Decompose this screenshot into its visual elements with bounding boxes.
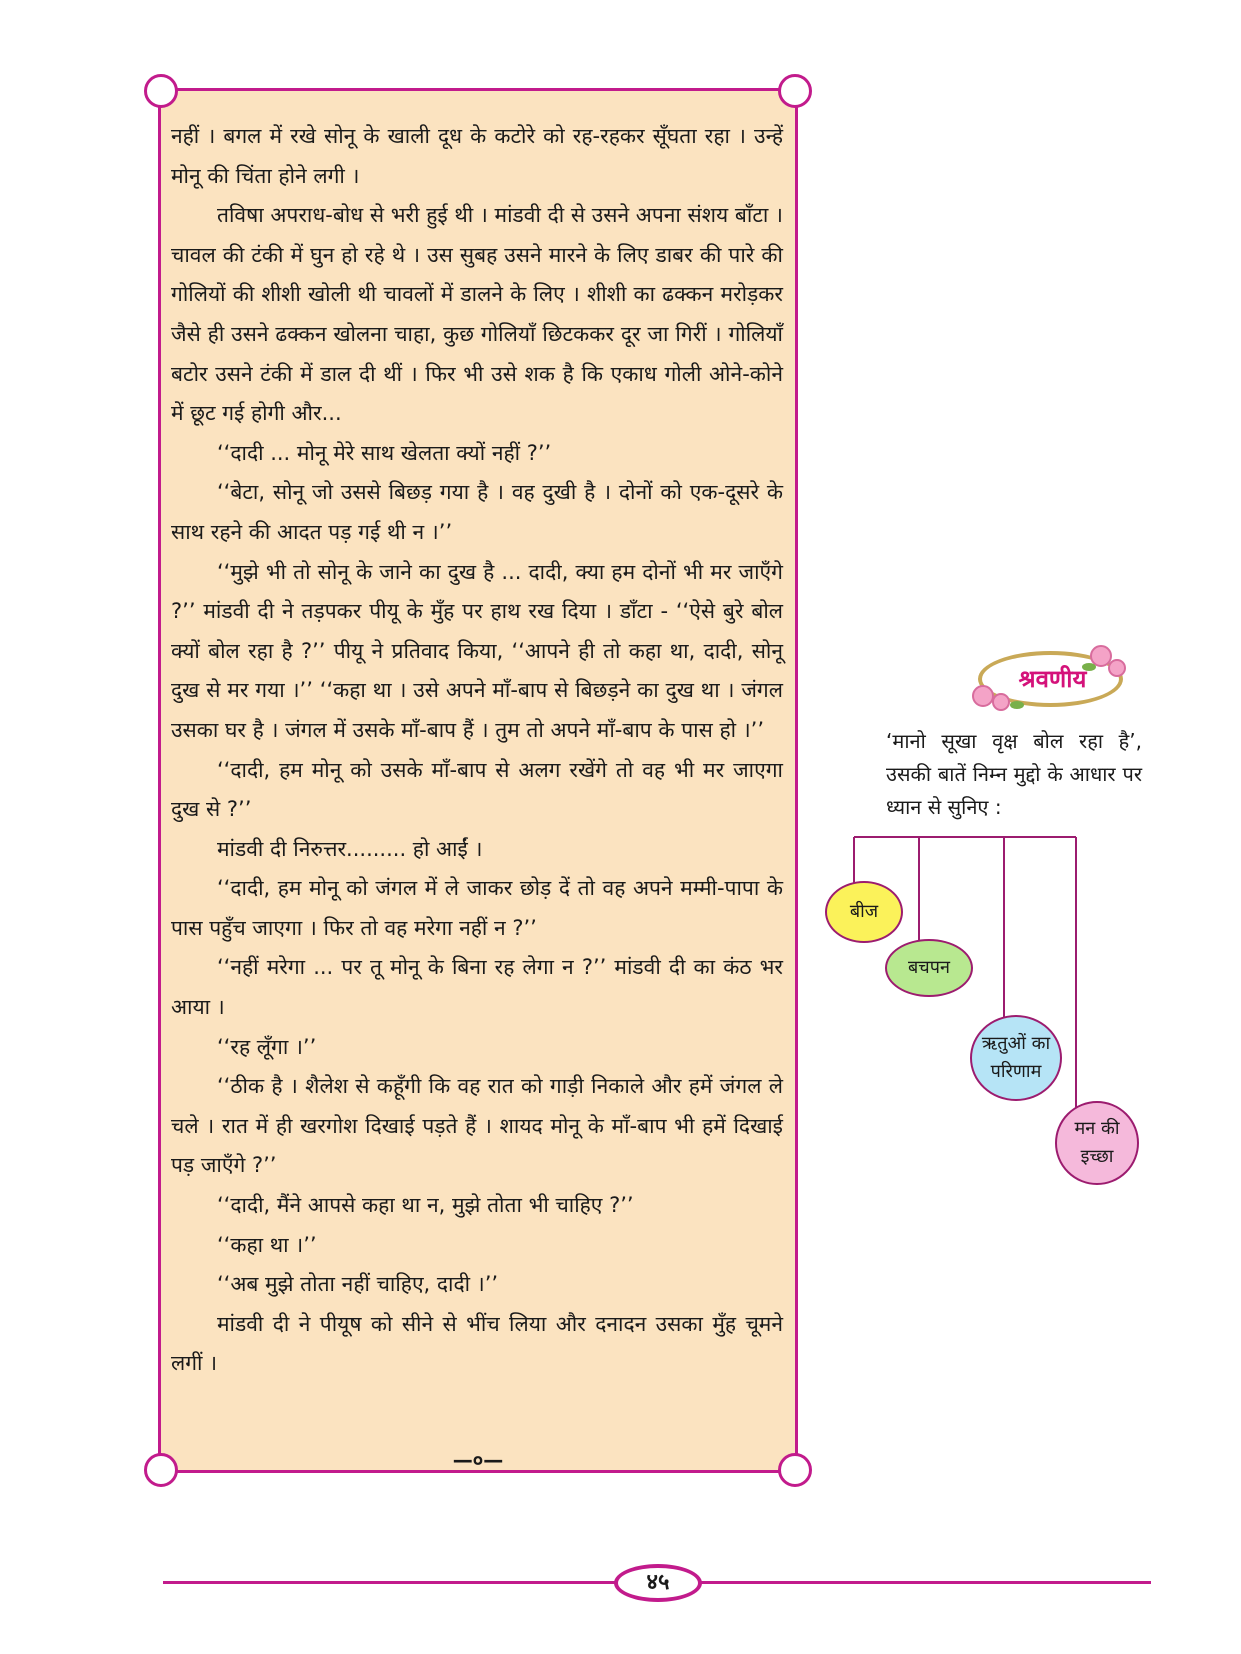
story-paragraph: ‘‘ठीक है । शैलेश से कहूँगी कि वह रात को गाड़ी निकाले और हमें जंगल ले चले । रात में ही खरगोश दिखाई पड़ते हैं । शायद मोनू के माँ-बाप भी हमें दिखाई पड़ जाएँगे ?’’ <box>171 1074 783 1178</box>
topic-node-childhood: बचपन <box>885 939 973 997</box>
leaf-icon <box>1010 701 1024 709</box>
story-paragraph: ‘‘रह लूँगा ।’’ <box>217 1034 317 1059</box>
flower-icon <box>992 693 1010 711</box>
story-paragraph: ‘‘नहीं मरेगा ... पर तू मोनू के बिना रह लेगा न ?’’ मांडवी दी का कंठ भर आया । <box>171 955 783 1020</box>
story-paragraph: मांडवी दी निरुत्तर......... हो आईं । <box>217 836 483 861</box>
topic-tree-diagram <box>820 835 1240 1185</box>
story-paragraph: ‘‘मुझे भी तो सोनू के जाने का दुख है ... दादी, क्या हम दोनों भी मर जाएँगे ?’’ मांडवी दी ने तड़पकर पीयू के मुँह पर हाथ रख दिया । डाँटा - ‘‘ऐसे बुरे बोल क्यों बोल रहा है ?’’ पीयू ने प्रतिवाद किया, ‘‘आपने ही तो कहा था, दादी, सोनू दुख से मर गया ।’’ ‘‘कहा था । उसे अपने माँ-बाप से बिछड़ने का दुख था । जंगल उसका घर है । जंगल में उसके माँ-बाप हैं । तुम तो अपने माँ-बाप के पास हो ।’’ <box>171 559 783 742</box>
story-panel <box>158 88 798 1473</box>
story-paragraph: ‘‘कहा था ।’’ <box>217 1232 317 1257</box>
topic-node-wish: मन की इच्छा <box>1055 1101 1139 1185</box>
topic-node-seed: बीज <box>825 881 903 943</box>
story-paragraph: ‘‘बेटा, सोनू जो उससे बिछड़ गया है । वह दुखी है । दोनों को एक-दूसरे के साथ रहने की आदत पड़ गई थी न ।’’ <box>171 480 783 544</box>
story-paragraph: ‘‘अब मुझे तोता नहीं चाहिए, दादी ।’’ <box>217 1272 499 1297</box>
corner-ornament <box>144 74 178 108</box>
story-paragraph: ‘‘दादी, हम मोनू को उसके माँ-बाप से अलग रखेंगे तो वह भी मर जाएगा दुख से ?’’ <box>171 757 783 822</box>
shravaniya-badge <box>970 645 1135 715</box>
story-paragraph: नहीं । बगल में रखे सोनू के खाली दूध के कटोरे को रह-रहकर सूँघता रहा । उन्हें मोनू की चिंता होने लगी । <box>171 124 783 188</box>
story-paragraph: मांडवी दी ने पीयूष को सीने से भींच लिया और दनादन उसका मुँह चूमने लगीं । <box>171 1311 783 1376</box>
story-text <box>171 117 783 1384</box>
page-number: ४५ <box>614 1564 702 1602</box>
story-paragraph: ‘‘दादी, मैंने आपसे कहा था न, मुझे तोता भी चाहिए ?’’ <box>217 1193 634 1218</box>
story-paragraph: ‘‘दादी ... मोनू मेरे साथ खेलता क्यों नहीं ?’’ <box>217 440 552 465</box>
story-paragraph: ‘‘दादी, हम मोनू को जंगल में ले जाकर छोड़ दें तो वह अपने मम्मी-पापा के पास पहुँच जाएगा । फिर तो वह मरेगा नहीं न ?’’ <box>171 876 783 940</box>
badge-title: श्रवणीय <box>1018 665 1087 693</box>
listening-instruction <box>886 725 1142 824</box>
instruction-text: ‘मानो सूखा वृक्ष बोल रहा है’, उसकी बातें निम्न मुद्दो के आधार पर ध्यान से सुनिए : <box>886 729 1142 819</box>
story-paragraph: तविषा अपराध-बोध से भरी हुई थी । मांडवी दी से उसने अपना संशय बाँटा । चावल की टंकी में घुन हो रहे थे । उस सुबह उसने मारने के लिए डाबर की पारे की गोलियों की शीशी खोली थी चावलों में डालने के लिए । शीशी का ढक्कन मरोड़कर जैसे ही उसने ढक्कन खोलना चाहा, कुछ गोलियाँ छिटककर दूर जा गिरीं । गोलियाँ बटोर उसने टंकी में डाल दी थीं । फिर भी उसे शक है कि एकाध गोली ओने-कोने में छूट गई होगी और... <box>171 203 783 426</box>
topic-node-seasons: ऋतुओं का परिणाम <box>970 1015 1062 1101</box>
story-end-mark: —०— <box>452 1448 504 1472</box>
corner-ornament <box>778 74 812 108</box>
